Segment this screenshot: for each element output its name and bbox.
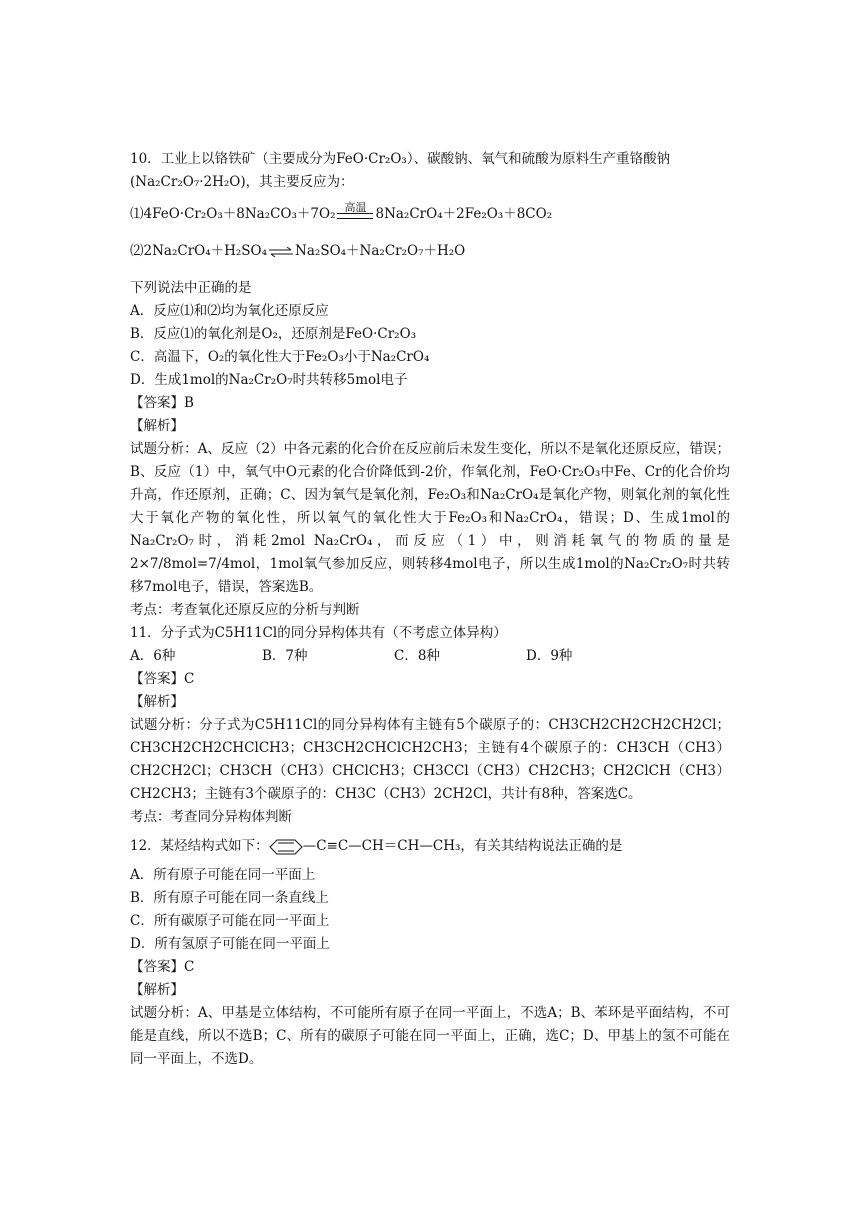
q10-option-c: C．高温下，O₂的氧化性大于Fe₂O₃小于Na₂CrO₄ <box>130 349 430 365</box>
q12-answer: 【答案】C <box>130 959 195 975</box>
q11-option-c: C．8种 <box>394 648 440 664</box>
q12-stem-prefix: 12．某烃结构式如下： <box>130 838 269 854</box>
high-temp-condition <box>337 202 373 226</box>
q10-answer: 【答案】B <box>130 395 194 411</box>
q10-analysis-label: 【解析】 <box>130 418 184 434</box>
q10-option-b: B．反应⑴的氧化剂是O₂，还原剂是FeO·Cr₂O₃ <box>130 326 417 342</box>
eq2-right: Na₂SO₄＋Na₂Cr₂O₇＋H₂O <box>295 243 466 259</box>
q12-analysis: 试题分析：A、甲基是立体结构，不可能所有原子在同一平面上，不选A；B、苯环是平面结构，不可能是直线，所以不选B；C、所有的碳原子可能在同一平面上，正确，选C；D、甲基上的氢不可能在同一平面上，不选D。 <box>130 1005 730 1067</box>
q10-option-a: A．反应⑴和⑵均为氧化还原反应 <box>130 303 329 319</box>
q11-point: 考点：考查同分异构体判断 <box>130 809 292 825</box>
eq1-right: 8Na₂CrO₄＋2Fe₂O₃＋8CO₂ <box>375 206 553 222</box>
q10-analysis: 试题分析：A、反应（2）中各元素的化合价在反应前后未发生变化，所以不是氧化还原反应，错误；B、反应（1）中，氧气中O元素的化合价降低到-2价，作氧化剂，FeO·Cr₂O₃中Fe、Cr的化合价均升高，作还原剂，正确；C、因为氧气是氧化剂，Fe₂O₃和Na₂CrO₄是氧化产物，则氧化剂的氧化性大于氧化产物的氧化性，所以氧气的氧化性大于Fe₂O₃和Na₂CrO₄，错误；D、生成1mol的Na₂Cr₂O₇时，消耗2mol Na₂CrO₄，而反应（1）中，则消耗氧气的物质的量是2×7/8mol=7/4mol，1mol氧气参加反应，则转移4mol电子，所以生成1mol的Na₂Cr₂O₇时共转移7mol电子，错误，答案选B。 <box>130 441 730 595</box>
q12-option-c: C．所有碳原子可能在同一平面上 <box>130 913 330 929</box>
q12-option-a: A．所有原子可能在同一平面上 <box>130 867 316 883</box>
document-page <box>130 148 730 1071</box>
q12-chain: —C≡C—CH＝CH—CH₃ <box>302 838 461 854</box>
q11-option-b: B．7种 <box>262 648 308 664</box>
q11-stem: 11．分子式为C5H11Cl的同分异构体共有（不考虑立体异构） <box>130 625 507 641</box>
q12-option-d: D．所有氢原子可能在同一平面上 <box>130 936 330 952</box>
q10-equation-1 <box>130 202 730 226</box>
q12-analysis-label: 【解析】 <box>130 982 184 998</box>
q12-stem-suffix: ，有关其结构说法正确的是 <box>460 838 623 854</box>
q11-option-a: A．6种 <box>130 648 176 664</box>
reversible-arrow-icon <box>269 247 293 257</box>
q10-equation-2 <box>130 240 730 263</box>
benzene-ring-icon <box>269 839 303 855</box>
eq1-condition: 高温 <box>344 201 367 214</box>
q10-stem-line1: 10．工业上以铬铁矿（主要成分为FeO·Cr₂O₃）、碳酸钠、氧气和硫酸为原料生产重铬酸钠 <box>130 151 671 167</box>
eq1-left: ⑴4FeO·Cr₂O₃＋8Na₂CO₃＋7O₂ <box>130 206 336 222</box>
q10-stem-line2: (Na₂Cr₂O₇·2H₂O)，其主要反应为： <box>130 174 354 190</box>
q10-option-d: D．生成1mol的Na₂Cr₂O₇时共转移5mol电子 <box>130 372 408 388</box>
eq2-left: ⑵2Na₂CrO₄＋H₂SO₄ <box>130 243 268 259</box>
q10-point: 考点：考查氧化还原反应的分析与判断 <box>130 602 360 618</box>
q12-stem <box>130 835 730 858</box>
q11-analysis: 试题分析：分子式为C5H11Cl的同分异构体有主链有5个碳原子的：CH3CH2CH2CH2CH2Cl；CH3CH2CH2CHClCH3；CH3CH2CHClCH2CH3；主链有4个碳原子的：CH3CH（CH3）CH2CH2Cl；CH3CH（CH3）CHClCH3；CH3CCl（CH3）CH2CH3；CH2ClCH（CH3）CH2CH3；主链有3个碳原子的：CH3C（CH3）2CH2Cl，共计有8种，答案选C。 <box>130 717 730 802</box>
q11-options <box>130 645 730 668</box>
q11-analysis-label: 【解析】 <box>130 694 184 710</box>
q12-option-b: B．所有原子可能在同一条直线上 <box>130 890 329 906</box>
double-line-icon <box>337 213 373 219</box>
q10-prompt: 下列说法中正确的是 <box>130 280 252 296</box>
q11-option-d: D．9种 <box>526 648 573 664</box>
q11-answer: 【答案】C <box>130 671 195 687</box>
